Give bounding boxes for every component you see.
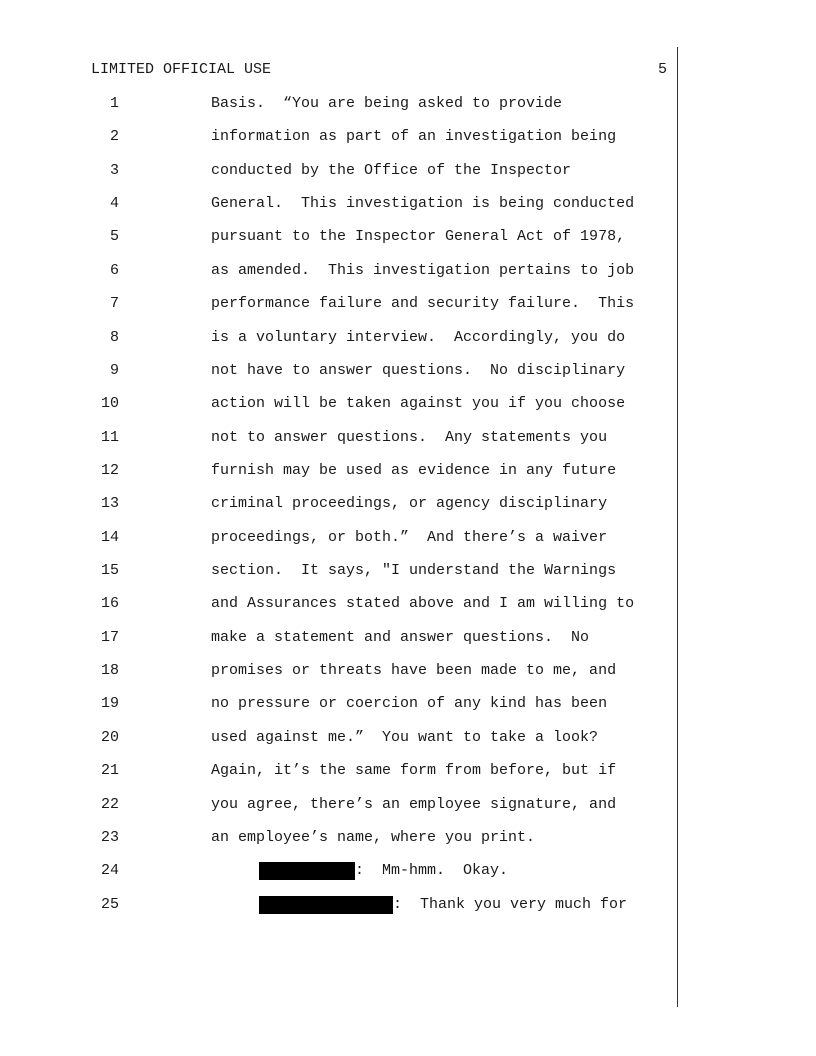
classification-header: LIMITED OFFICIAL USE [91,61,272,78]
redacted-speaker-name [259,862,355,880]
transcript-line [0,194,816,227]
line-text: used against me.” You want to take a look? [211,728,599,746]
line-number: 9 [109,361,119,379]
line-text: conducted by the Office of the Inspector [211,161,572,179]
line-number: 24 [100,862,119,880]
line-text: action will be taken against you if you choose [211,395,626,413]
line-number: 22 [100,795,119,813]
line-text: criminal proceedings, or agency disciplinary [211,495,608,513]
transcript-line [0,828,816,861]
line-number: 1 [109,95,119,112]
transcript-line [0,227,816,260]
line-text: pursuant to the Inspector General Act of 1978, [211,228,626,246]
line-text: performance failure and security failure. This [211,295,635,313]
line-number: 2 [109,128,119,146]
line-number: 20 [100,728,119,746]
line-text: no pressure or coercion of any kind has been [211,695,608,713]
transcript-line [0,661,816,694]
transcript-line [0,161,816,194]
line-text: as amended. This investigation pertains to job [211,261,635,279]
transcript-line [0,694,816,727]
transcript-line [0,861,816,894]
line-text: information as part of an investigation being [211,128,617,146]
line-number: 25 [100,895,119,913]
line-number: 7 [109,295,119,313]
transcript-line [0,528,816,561]
line-text: make a statement and answer questions. No [211,628,590,646]
line-text: and Assurances stated above and I am willing to [211,595,635,613]
line-text: General. This investigation is being conducted [211,195,635,213]
speaker-line-text [259,896,627,914]
speaker-utterance: : Mm-hmm. Okay. [355,862,509,880]
line-number: 17 [100,628,119,646]
line-text: Again, it’s the same form from before, but if [211,762,617,780]
transcript-line [0,428,816,461]
line-text: not to answer questions. Any statements you [211,428,608,446]
line-number: 10 [100,395,119,413]
line-number: 18 [100,662,119,680]
line-text: furnish may be used as evidence in any future [211,461,617,479]
line-text: you agree, there’s an employee signature, and [211,795,617,813]
redacted-speaker-name [259,896,393,914]
line-number: 14 [100,528,119,546]
line-number: 16 [100,595,119,613]
transcript-line [0,795,816,828]
line-text: an employee’s name, where you print. [211,828,536,846]
transcript-line [0,594,816,627]
line-number: 21 [100,762,119,780]
line-number: 4 [109,195,119,213]
transcript-line [0,294,816,327]
line-number: 13 [100,495,119,513]
line-number: 6 [109,261,119,279]
transcript-line [0,394,816,427]
line-number: 8 [109,328,119,346]
page-number: 5 [657,61,667,78]
transcript-line [0,328,816,361]
line-number: 19 [100,695,119,713]
transcript-line [0,361,816,394]
speaker-utterance: : Thank you very much for [393,895,628,913]
line-number: 3 [109,161,119,179]
transcript-line [0,261,816,294]
transcript-line [0,628,816,661]
transcript-line [0,895,816,928]
transcript-line [0,728,816,761]
transcript-line [0,561,816,594]
line-number: 12 [100,461,119,479]
line-number: 15 [100,562,119,580]
line-number: 5 [109,228,119,246]
line-text: Basis. “You are being asked to provide [211,95,563,112]
line-number: 11 [100,428,119,446]
transcript-lines [0,94,816,928]
transcript-line [0,461,816,494]
transcript-line [0,94,816,127]
line-text: section. It says, "I understand the Warnings [211,562,617,580]
line-text: promises or threats have been made to me, and [211,662,617,680]
line-number: 23 [100,828,119,846]
speaker-line-text [259,862,508,880]
line-text: proceedings, or both.” And there’s a waiver [211,528,608,546]
line-text: not have to answer questions. No disciplinary [211,361,626,379]
transcript-line [0,127,816,160]
transcript-line [0,761,816,794]
line-text: is a voluntary interview. Accordingly, you do [211,328,626,346]
transcript-line [0,494,816,527]
